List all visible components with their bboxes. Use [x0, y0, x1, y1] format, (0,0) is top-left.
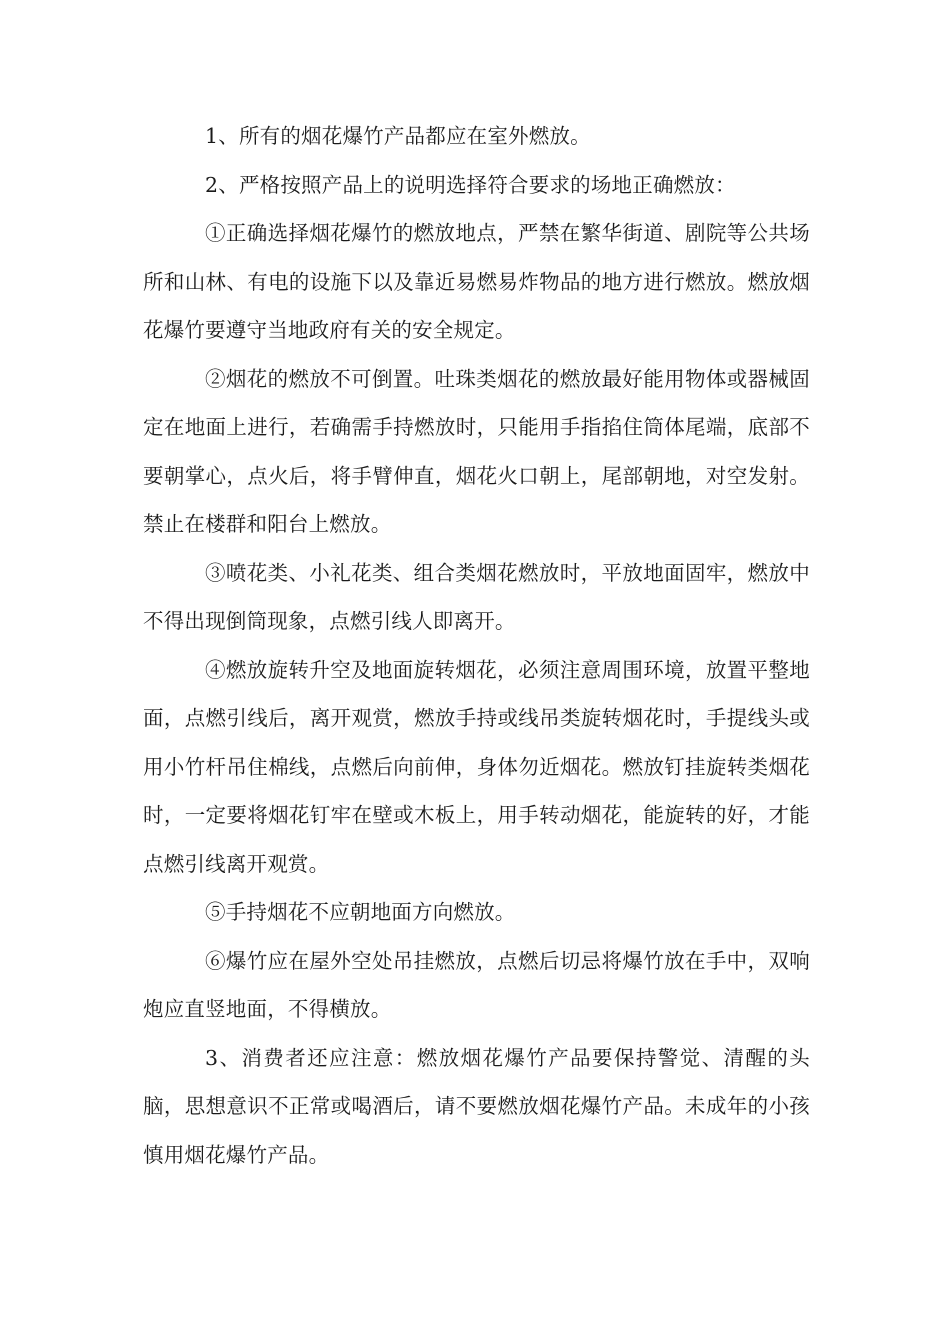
paragraph-rule-2: 2、严格按照产品上的说明选择符合要求的场地正确燃放： [205, 172, 736, 197]
paragraph-item-2: ②烟花的燃放不可倒置。吐珠类烟花的燃放最好能用物体或器械固定在地面上进行，若确需手持燃放时，只能用手指掐住筒体尾端，底部不要朝掌心，点火后，将手臂伸直，烟花火口朝上，尾部朝地，对空发射。禁止在楼群和阳台上燃放。 [143, 366, 810, 536]
paragraph-rule-1: 1、所有的烟花爆竹产品都应在室外燃放。 [205, 124, 591, 148]
paragraph-item-1: ①正确选择烟花爆竹的燃放地点，严禁在繁华街道、剧院等公共场所和山林、有电的设施下以及靠近易燃易炸物品的地方进行燃放。燃放烟花爆竹要遵守当地政府有关的安全规定。 [143, 221, 810, 342]
document-body [143, 112, 810, 1179]
paragraph-item-5: ⑤手持烟花不应朝地面方向燃放。 [205, 900, 516, 924]
paragraph-item-6: ⑥爆竹应在屋外空处吊挂燃放，点燃后切忌将爆竹放在手中，双响炮应直竖地面，不得横放。 [143, 948, 810, 1021]
paragraph-rule-3: 3、消费者还应注意：燃放烟花爆竹产品要保持警觉、清醒的头脑，思想意识不正常或喝酒后，请不要燃放烟花爆竹产品。未成年的小孩慎用烟花爆竹产品。 [143, 1045, 810, 1167]
paragraph-item-4: ④燃放旋转升空及地面旋转烟花，必须注意周围环境，放置平整地面，点燃引线后，离开观赏，燃放手持或线吊类旋转烟花时，手提线头或用小竹杆吊住棉线，点燃后向前伸，身体勿近烟花。燃放钉挂旋转类烟花时，一定要将烟花钉牢在壁或木板上，用手转动烟花，能旋转的好，才能点燃引线离开观赏。 [143, 657, 810, 876]
paragraph-item-3: ③喷花类、小礼花类、组合类烟花燃放时，平放地面固牢，燃放中不得出现倒筒现象，点燃引线人即离开。 [143, 560, 810, 633]
